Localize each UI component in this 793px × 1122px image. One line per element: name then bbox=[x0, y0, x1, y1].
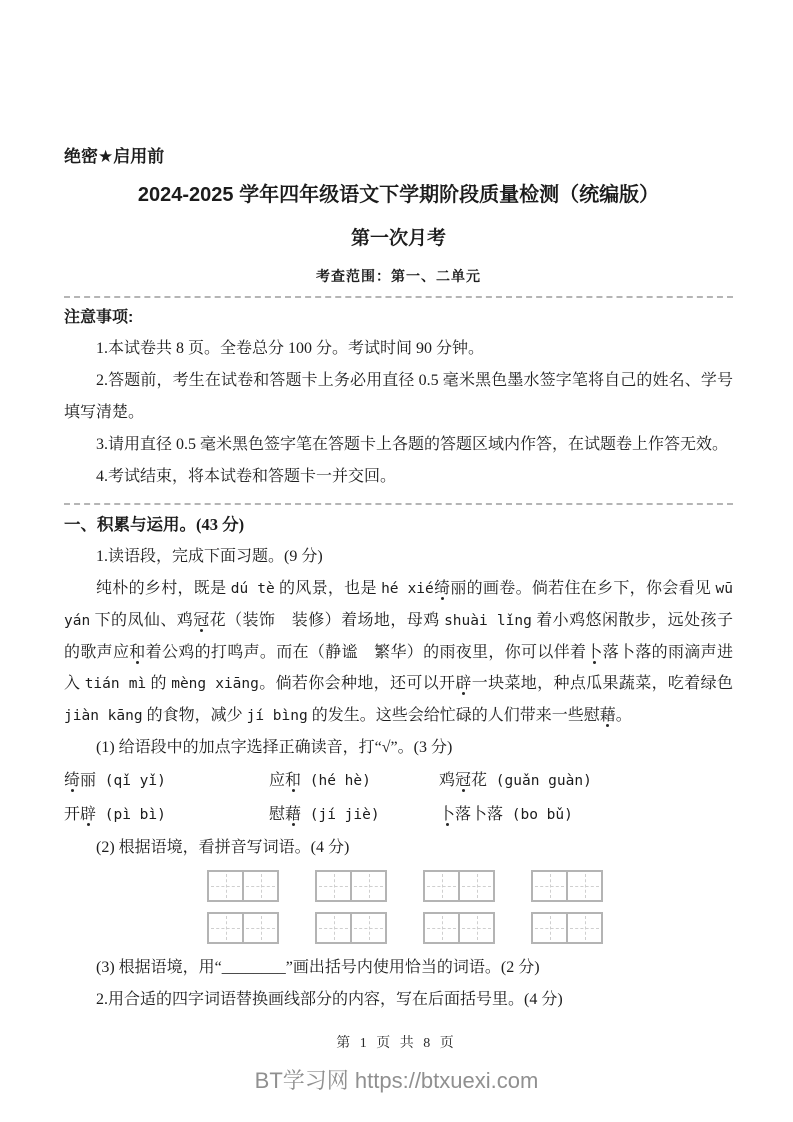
writing-grid-row bbox=[207, 912, 733, 944]
pinyin-text: mèng xiāng bbox=[171, 676, 259, 692]
pinyin-choice-item bbox=[64, 764, 269, 798]
passage-text: 丽的画卷。倘若住在乡下，你会看见 bbox=[450, 580, 716, 597]
pinyin-choice-item bbox=[439, 764, 592, 798]
word: 开辟 bbox=[64, 806, 97, 823]
character-cell bbox=[533, 914, 566, 942]
pinyin-choice-row bbox=[64, 798, 733, 832]
pinyin-text: hé xié bbox=[381, 581, 434, 597]
character-cell bbox=[350, 914, 385, 942]
pinyin-choice-rows bbox=[64, 764, 733, 832]
notice-item: 2.答题前，考生在试卷和答题卡上务必用直径 0.5 毫米黑色墨水签字笔将自己的姓名、学号填写清楚。 bbox=[64, 372, 733, 421]
section-heading: 一、积累与运用。(43 分) bbox=[64, 515, 245, 534]
character-cell bbox=[242, 914, 277, 942]
word: 慰藉 bbox=[269, 806, 302, 823]
pinyin-choice-item bbox=[269, 798, 439, 832]
notice-item: 3.请用直径 0.5 毫米黑色签字笔在答题卡上各题的答题区域内作答，在试题卷上作答无效。 bbox=[96, 436, 729, 453]
dotted-char: 冠 bbox=[193, 612, 210, 629]
character-cell bbox=[209, 872, 242, 900]
character-cell bbox=[317, 872, 350, 900]
passage-text: 。 bbox=[615, 707, 632, 724]
reading-options: (pì bì) bbox=[96, 807, 166, 823]
pinyin-choice-row bbox=[64, 764, 733, 798]
dotted-char: 绮 bbox=[64, 772, 81, 789]
word: 卜落卜落 bbox=[439, 806, 504, 823]
word-box bbox=[531, 870, 603, 902]
dotted-char: 冠 bbox=[455, 772, 472, 789]
q2-stem: 2.用合适的四字词语替换画线部分的内容，写在后面括号里。(4 分) bbox=[96, 991, 563, 1008]
reading-options: (jí jiè) bbox=[301, 807, 380, 823]
exam-scope: 考查范围：第一、二单元 bbox=[316, 268, 481, 284]
word-box bbox=[207, 912, 279, 944]
character-cell bbox=[533, 872, 566, 900]
notice-heading: 注意事项: bbox=[64, 309, 134, 326]
pinyin-text: wū yán bbox=[64, 581, 733, 629]
notice-item: 1.本试卷共 8 页。全卷总分 100 分。考试时间 90 分钟。 bbox=[96, 340, 485, 357]
pinyin-choice-item bbox=[439, 798, 573, 832]
word-box bbox=[531, 912, 603, 944]
q1-stem: 1.读语段，完成下面习题。(9 分) bbox=[96, 548, 323, 565]
passage-text: 落卜落的雨滴声进入 bbox=[64, 644, 733, 692]
passage-text: 下的凤仙、鸡 bbox=[90, 612, 194, 629]
dotted-char: 藉 bbox=[599, 707, 616, 724]
page-number: 第 1 页 共 8 页 bbox=[336, 1036, 457, 1051]
word: 鸡冠花 bbox=[439, 772, 488, 789]
passage-text: 的风景，也是 bbox=[274, 580, 382, 597]
dotted-char: 和 bbox=[285, 772, 302, 789]
reading-options: (qǐ yǐ) bbox=[96, 773, 166, 789]
dotted-char: 辟 bbox=[80, 806, 97, 823]
word-box bbox=[315, 912, 387, 944]
dotted-char: 和 bbox=[129, 644, 146, 661]
word: 绮丽 bbox=[64, 772, 97, 789]
passage-text: 花（装饰 装修）着场地，母鸡 bbox=[209, 612, 445, 629]
pinyin-choice-item bbox=[64, 798, 269, 832]
character-cell bbox=[566, 872, 601, 900]
passage-text: 的 bbox=[146, 675, 172, 692]
word-box bbox=[315, 870, 387, 902]
pinyin-text: tián mì bbox=[84, 676, 147, 692]
character-cell bbox=[242, 872, 277, 900]
word-box bbox=[423, 912, 495, 944]
section-one bbox=[64, 509, 733, 1016]
q1-passage bbox=[64, 573, 733, 732]
pinyin-text: dú tè bbox=[230, 581, 275, 597]
pinyin-text: jí bìng bbox=[246, 708, 308, 724]
pinyin-text: jiàn kāng bbox=[64, 708, 143, 724]
dashed-divider-bottom bbox=[64, 503, 733, 505]
word-box bbox=[423, 870, 495, 902]
q1-sub1: (1) 给语段中的加点字选择正确读音，打“√”。(3 分) bbox=[96, 739, 453, 756]
character-cell bbox=[425, 872, 458, 900]
notice-item: 4.考试结束，将本试卷和答题卡一并交回。 bbox=[96, 468, 397, 485]
dotted-char: 卜 bbox=[439, 806, 456, 823]
q1-sub3: (3) 根据语境，用“________”画出括号内使用恰当的词语。(2 分) bbox=[96, 959, 540, 976]
writing-grid bbox=[64, 870, 733, 944]
notice-list bbox=[64, 333, 733, 493]
pinyin-text: shuài lǐng bbox=[444, 613, 532, 629]
passage-text: 着小鸡悠闲散步，远处孩子的歌声应 bbox=[64, 612, 733, 661]
character-cell bbox=[317, 914, 350, 942]
q1-sub2: (2) 根据语境，看拼音写词语。(4 分) bbox=[96, 839, 350, 856]
character-cell bbox=[458, 872, 493, 900]
notice-section bbox=[64, 303, 733, 493]
character-cell bbox=[458, 914, 493, 942]
dotted-char: 卜 bbox=[586, 644, 603, 661]
paper-title: 2024-2025 学年四年级语文下学期阶段质量检测（统编版） bbox=[137, 184, 660, 206]
passage-text: 。倘若你会种地，还可以开 bbox=[258, 675, 456, 692]
character-cell bbox=[209, 914, 242, 942]
dotted-char: 藉 bbox=[285, 806, 302, 823]
watermark: BT学习网 https://btxuexi.com bbox=[254, 1068, 539, 1093]
dotted-char: 绮 bbox=[433, 580, 451, 597]
character-cell bbox=[350, 872, 385, 900]
word: 应和 bbox=[269, 772, 302, 789]
exam-name: 第一次月考 bbox=[350, 228, 446, 249]
character-cell bbox=[566, 914, 601, 942]
passage-text: 一块菜地，种点瓜果蔬菜，吃着绿色 bbox=[471, 675, 733, 692]
passage-text: 纯朴的乡村，既是 bbox=[96, 580, 231, 597]
reading-options: (guǎn guàn) bbox=[487, 773, 592, 789]
writing-grid-row bbox=[207, 870, 733, 902]
passage-text: 的发生。这些会给忙碌的人们带来一些慰 bbox=[307, 707, 600, 724]
passage-text: 着公鸡的打鸣声。而在（静谧 繁华）的雨夜里，你可以伴着 bbox=[145, 644, 587, 661]
character-cell bbox=[425, 914, 458, 942]
word-box bbox=[207, 870, 279, 902]
passage-text: 的食物，减少 bbox=[142, 707, 247, 724]
classification-label: 绝密★启用前 bbox=[64, 147, 165, 166]
reading-options: (hé hè) bbox=[301, 773, 371, 789]
dashed-divider-top bbox=[64, 296, 733, 298]
dotted-char: 辟 bbox=[455, 675, 472, 692]
page-content bbox=[64, 146, 733, 1016]
pinyin-choice-item bbox=[269, 764, 439, 798]
reading-options: (bo bǔ) bbox=[503, 807, 573, 823]
